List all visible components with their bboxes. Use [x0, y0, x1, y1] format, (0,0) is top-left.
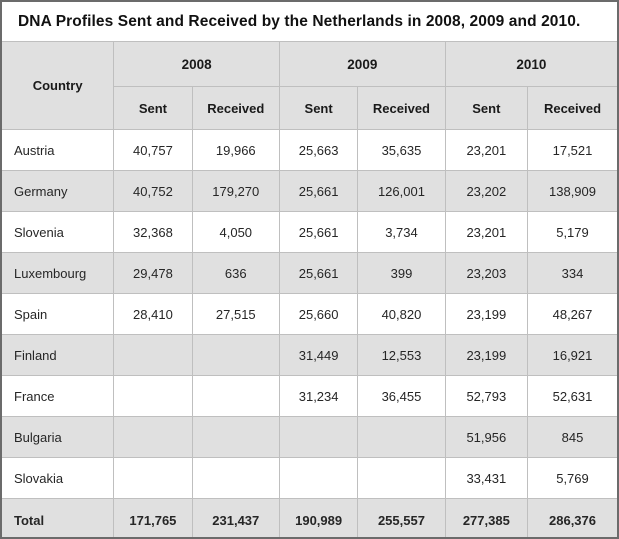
value-cell: 31,234	[279, 376, 357, 417]
table-row-total	[2, 499, 617, 539]
total-value-cell: 190,989	[279, 499, 357, 539]
value-cell: 40,820	[358, 294, 445, 335]
table-header	[2, 42, 617, 130]
value-cell: 23,201	[445, 130, 527, 171]
value-cell: 27,515	[192, 294, 279, 335]
year-header-2010: 2010	[445, 42, 617, 87]
value-cell: 636	[192, 253, 279, 294]
value-cell: 17,521	[528, 130, 618, 171]
country-cell: Austria	[2, 130, 114, 171]
value-cell: 845	[528, 417, 618, 458]
country-cell: Germany	[2, 171, 114, 212]
year-header-2009: 2009	[279, 42, 445, 87]
dna-profiles-table	[2, 42, 617, 539]
value-cell: 23,199	[445, 294, 527, 335]
value-cell	[114, 417, 192, 458]
value-cell	[114, 458, 192, 499]
value-cell: 5,179	[528, 212, 618, 253]
value-cell: 25,663	[279, 130, 357, 171]
title-bar	[2, 2, 617, 42]
value-cell: 23,201	[445, 212, 527, 253]
table-row-luxembourg	[2, 253, 617, 294]
value-cell	[192, 335, 279, 376]
value-cell: 35,635	[358, 130, 445, 171]
sent-2010-header: Sent	[445, 87, 527, 130]
value-cell	[279, 458, 357, 499]
value-cell: 32,368	[114, 212, 192, 253]
sent-2008-header: Sent	[114, 87, 192, 130]
table-row-slovenia	[2, 212, 617, 253]
country-cell: Slovakia	[2, 458, 114, 499]
table-row-bulgaria	[2, 417, 617, 458]
value-cell: 29,478	[114, 253, 192, 294]
received-2009-header: Received	[358, 87, 445, 130]
table-title: DNA Profiles Sent and Received by the Netherlands in 2008, 2009 and 2010.	[18, 12, 581, 30]
table-row-finland	[2, 335, 617, 376]
value-cell: 25,661	[279, 171, 357, 212]
value-cell: 179,270	[192, 171, 279, 212]
value-cell: 48,267	[528, 294, 618, 335]
table-row-austria	[2, 130, 617, 171]
year-header-row	[2, 42, 617, 87]
value-cell: 23,199	[445, 335, 527, 376]
value-cell: 23,202	[445, 171, 527, 212]
value-cell: 334	[528, 253, 618, 294]
value-cell	[192, 458, 279, 499]
value-cell: 25,661	[279, 212, 357, 253]
country-cell: Slovenia	[2, 212, 114, 253]
country-cell: Bulgaria	[2, 417, 114, 458]
country-cell: Spain	[2, 294, 114, 335]
value-cell	[192, 417, 279, 458]
received-2010-header: Received	[528, 87, 618, 130]
value-cell: 3,734	[358, 212, 445, 253]
value-cell: 25,661	[279, 253, 357, 294]
value-cell: 51,956	[445, 417, 527, 458]
value-cell: 52,631	[528, 376, 618, 417]
value-cell: 4,050	[192, 212, 279, 253]
total-value-cell: 277,385	[445, 499, 527, 539]
total-value-cell: 231,437	[192, 499, 279, 539]
sent-2009-header: Sent	[279, 87, 357, 130]
total-value-cell: 255,557	[358, 499, 445, 539]
table-row-germany	[2, 171, 617, 212]
year-header-2008: 2008	[114, 42, 280, 87]
received-2008-header: Received	[192, 87, 279, 130]
country-column-header: Country	[2, 42, 114, 130]
total-value-cell: 286,376	[528, 499, 618, 539]
value-cell	[279, 417, 357, 458]
table-row-spain	[2, 294, 617, 335]
value-cell: 40,757	[114, 130, 192, 171]
value-cell: 138,909	[528, 171, 618, 212]
value-cell: 52,793	[445, 376, 527, 417]
total-value-cell: 171,765	[114, 499, 192, 539]
value-cell	[192, 376, 279, 417]
value-cell: 16,921	[528, 335, 618, 376]
value-cell	[114, 335, 192, 376]
table-row-slovakia	[2, 458, 617, 499]
value-cell: 12,553	[358, 335, 445, 376]
value-cell: 40,752	[114, 171, 192, 212]
table-row-france	[2, 376, 617, 417]
total-label-cell: Total	[2, 499, 114, 539]
value-cell: 19,966	[192, 130, 279, 171]
country-cell: Finland	[2, 335, 114, 376]
country-cell: Luxembourg	[2, 253, 114, 294]
value-cell: 31,449	[279, 335, 357, 376]
table-body	[2, 130, 617, 539]
value-cell	[114, 376, 192, 417]
value-cell: 5,769	[528, 458, 618, 499]
value-cell: 36,455	[358, 376, 445, 417]
value-cell: 25,660	[279, 294, 357, 335]
value-cell: 399	[358, 253, 445, 294]
value-cell: 126,001	[358, 171, 445, 212]
country-cell: France	[2, 376, 114, 417]
value-cell: 23,203	[445, 253, 527, 294]
value-cell	[358, 458, 445, 499]
value-cell: 33,431	[445, 458, 527, 499]
value-cell: 28,410	[114, 294, 192, 335]
value-cell	[358, 417, 445, 458]
